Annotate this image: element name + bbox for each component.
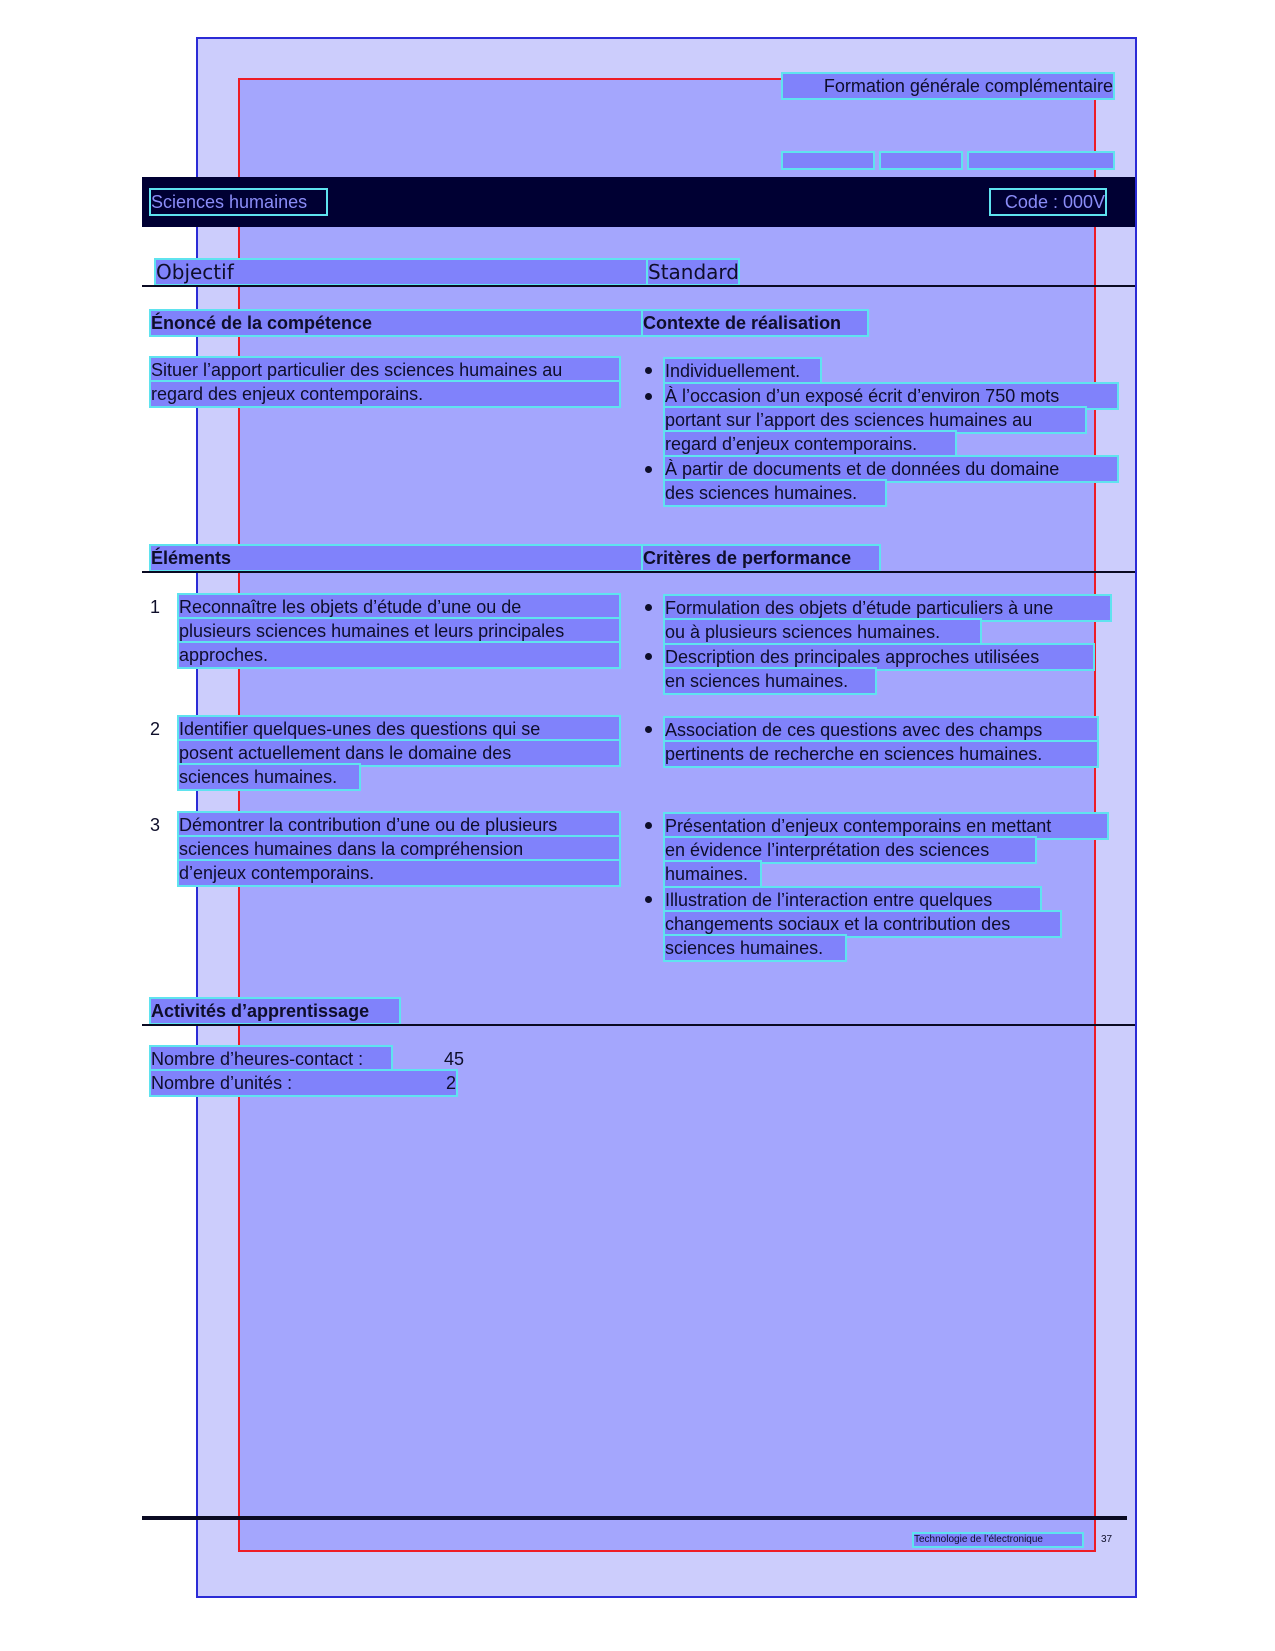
divider-activites	[142, 1024, 1135, 1026]
contexte-heading: Contexte de réalisation	[643, 311, 867, 335]
element-line: plusieurs sciences humaines et leurs principales	[179, 619, 619, 643]
contexte-item-line: À l’occasion d’un exposé écrit d’environ 750 mots	[665, 384, 1117, 408]
contexte-item-line: Individuellement.	[665, 359, 820, 383]
element-line: approches.	[179, 643, 619, 667]
footer-rule	[142, 1516, 1127, 1520]
course-title: Sciences humaines	[151, 190, 326, 214]
element-line: Démontrer la contribution d’une ou de plusieurs	[179, 813, 619, 837]
criterion-line: Illustration de l’interaction entre quelques	[665, 888, 1040, 912]
element-number: 1	[150, 597, 161, 617]
element-line: Identifier quelques-unes des questions qui se	[179, 717, 619, 741]
bullet	[645, 653, 652, 660]
bullet	[645, 604, 652, 611]
criteres-heading: Critères de performance	[643, 546, 879, 570]
bullet	[645, 367, 652, 374]
criterion-line: Formulation des objets d’étude particuliers à une	[665, 596, 1110, 620]
criterion-line: Description des principales approches utilisées	[665, 645, 1093, 669]
element-line: sciences humaines dans la compréhension	[179, 837, 619, 861]
criterion-line: en évidence l’interprétation des sciences	[665, 838, 1035, 862]
element-number: 2	[150, 719, 161, 739]
contexte-item-line: des sciences humaines.	[665, 481, 885, 505]
competence-line: regard des enjeux contemporains.	[151, 382, 619, 406]
bullet	[645, 726, 652, 733]
units-value: 2	[446, 1073, 457, 1093]
objectif-heading: Objectif	[156, 260, 646, 284]
footer-program: Technologie de l’électronique	[914, 1534, 1082, 1546]
header-field-3	[969, 153, 1113, 168]
element-line: Reconnaître les objets d’étude d’une ou de	[179, 595, 619, 619]
criterion-line: Association de ces questions avec des champs	[665, 718, 1097, 742]
bullet	[645, 896, 652, 903]
criterion-line: changements sociaux et la contribution des	[665, 912, 1060, 936]
element-line: sciences humaines.	[179, 765, 359, 789]
program-name: Formation générale complémentaire	[783, 74, 1113, 98]
footer-page-number: 37	[1101, 1534, 1113, 1545]
element-line: posent actuellement dans le domaine des	[179, 741, 619, 765]
competence-line: Situer l’apport particulier des sciences humaines au	[151, 358, 619, 382]
contexte-item-line: regard d’enjeux contemporains.	[665, 432, 955, 456]
bullet	[645, 822, 652, 829]
activites-heading: Activités d’apprentissage	[151, 999, 399, 1023]
contexte-item-line: portant sur l’apport des sciences humaines au	[665, 408, 1085, 432]
divider-elements	[142, 571, 1135, 573]
units-label: Nombre d’unités :	[151, 1071, 456, 1095]
criterion-line: Présentation d’enjeux contemporains en mettant	[665, 814, 1107, 838]
competence-heading: Énoncé de la compétence	[151, 311, 646, 335]
bullet	[645, 466, 652, 473]
elements-heading: Éléments	[151, 546, 646, 570]
course-code: Code : 000V	[991, 190, 1105, 214]
hours-value: 45	[444, 1049, 465, 1069]
criterion-line: en sciences humaines.	[665, 669, 875, 693]
element-number: 3	[150, 815, 161, 835]
header-field-2	[881, 153, 961, 168]
criterion-line: humaines.	[665, 862, 760, 886]
bullet	[645, 393, 652, 400]
element-line: d’enjeux contemporains.	[179, 861, 619, 885]
contexte-item-line: À partir de documents et de données du domaine	[665, 457, 1117, 481]
criterion-line: sciences humaines.	[665, 936, 845, 960]
criterion-line: ou à plusieurs sciences humaines.	[665, 620, 980, 644]
criterion-line: pertinents de recherche en sciences humaines.	[665, 742, 1097, 766]
divider-objectif	[142, 285, 1135, 287]
standard-heading: Standard	[648, 260, 739, 284]
hours-label: Nombre d’heures-contact :	[151, 1047, 391, 1071]
header-field-1	[783, 153, 873, 168]
